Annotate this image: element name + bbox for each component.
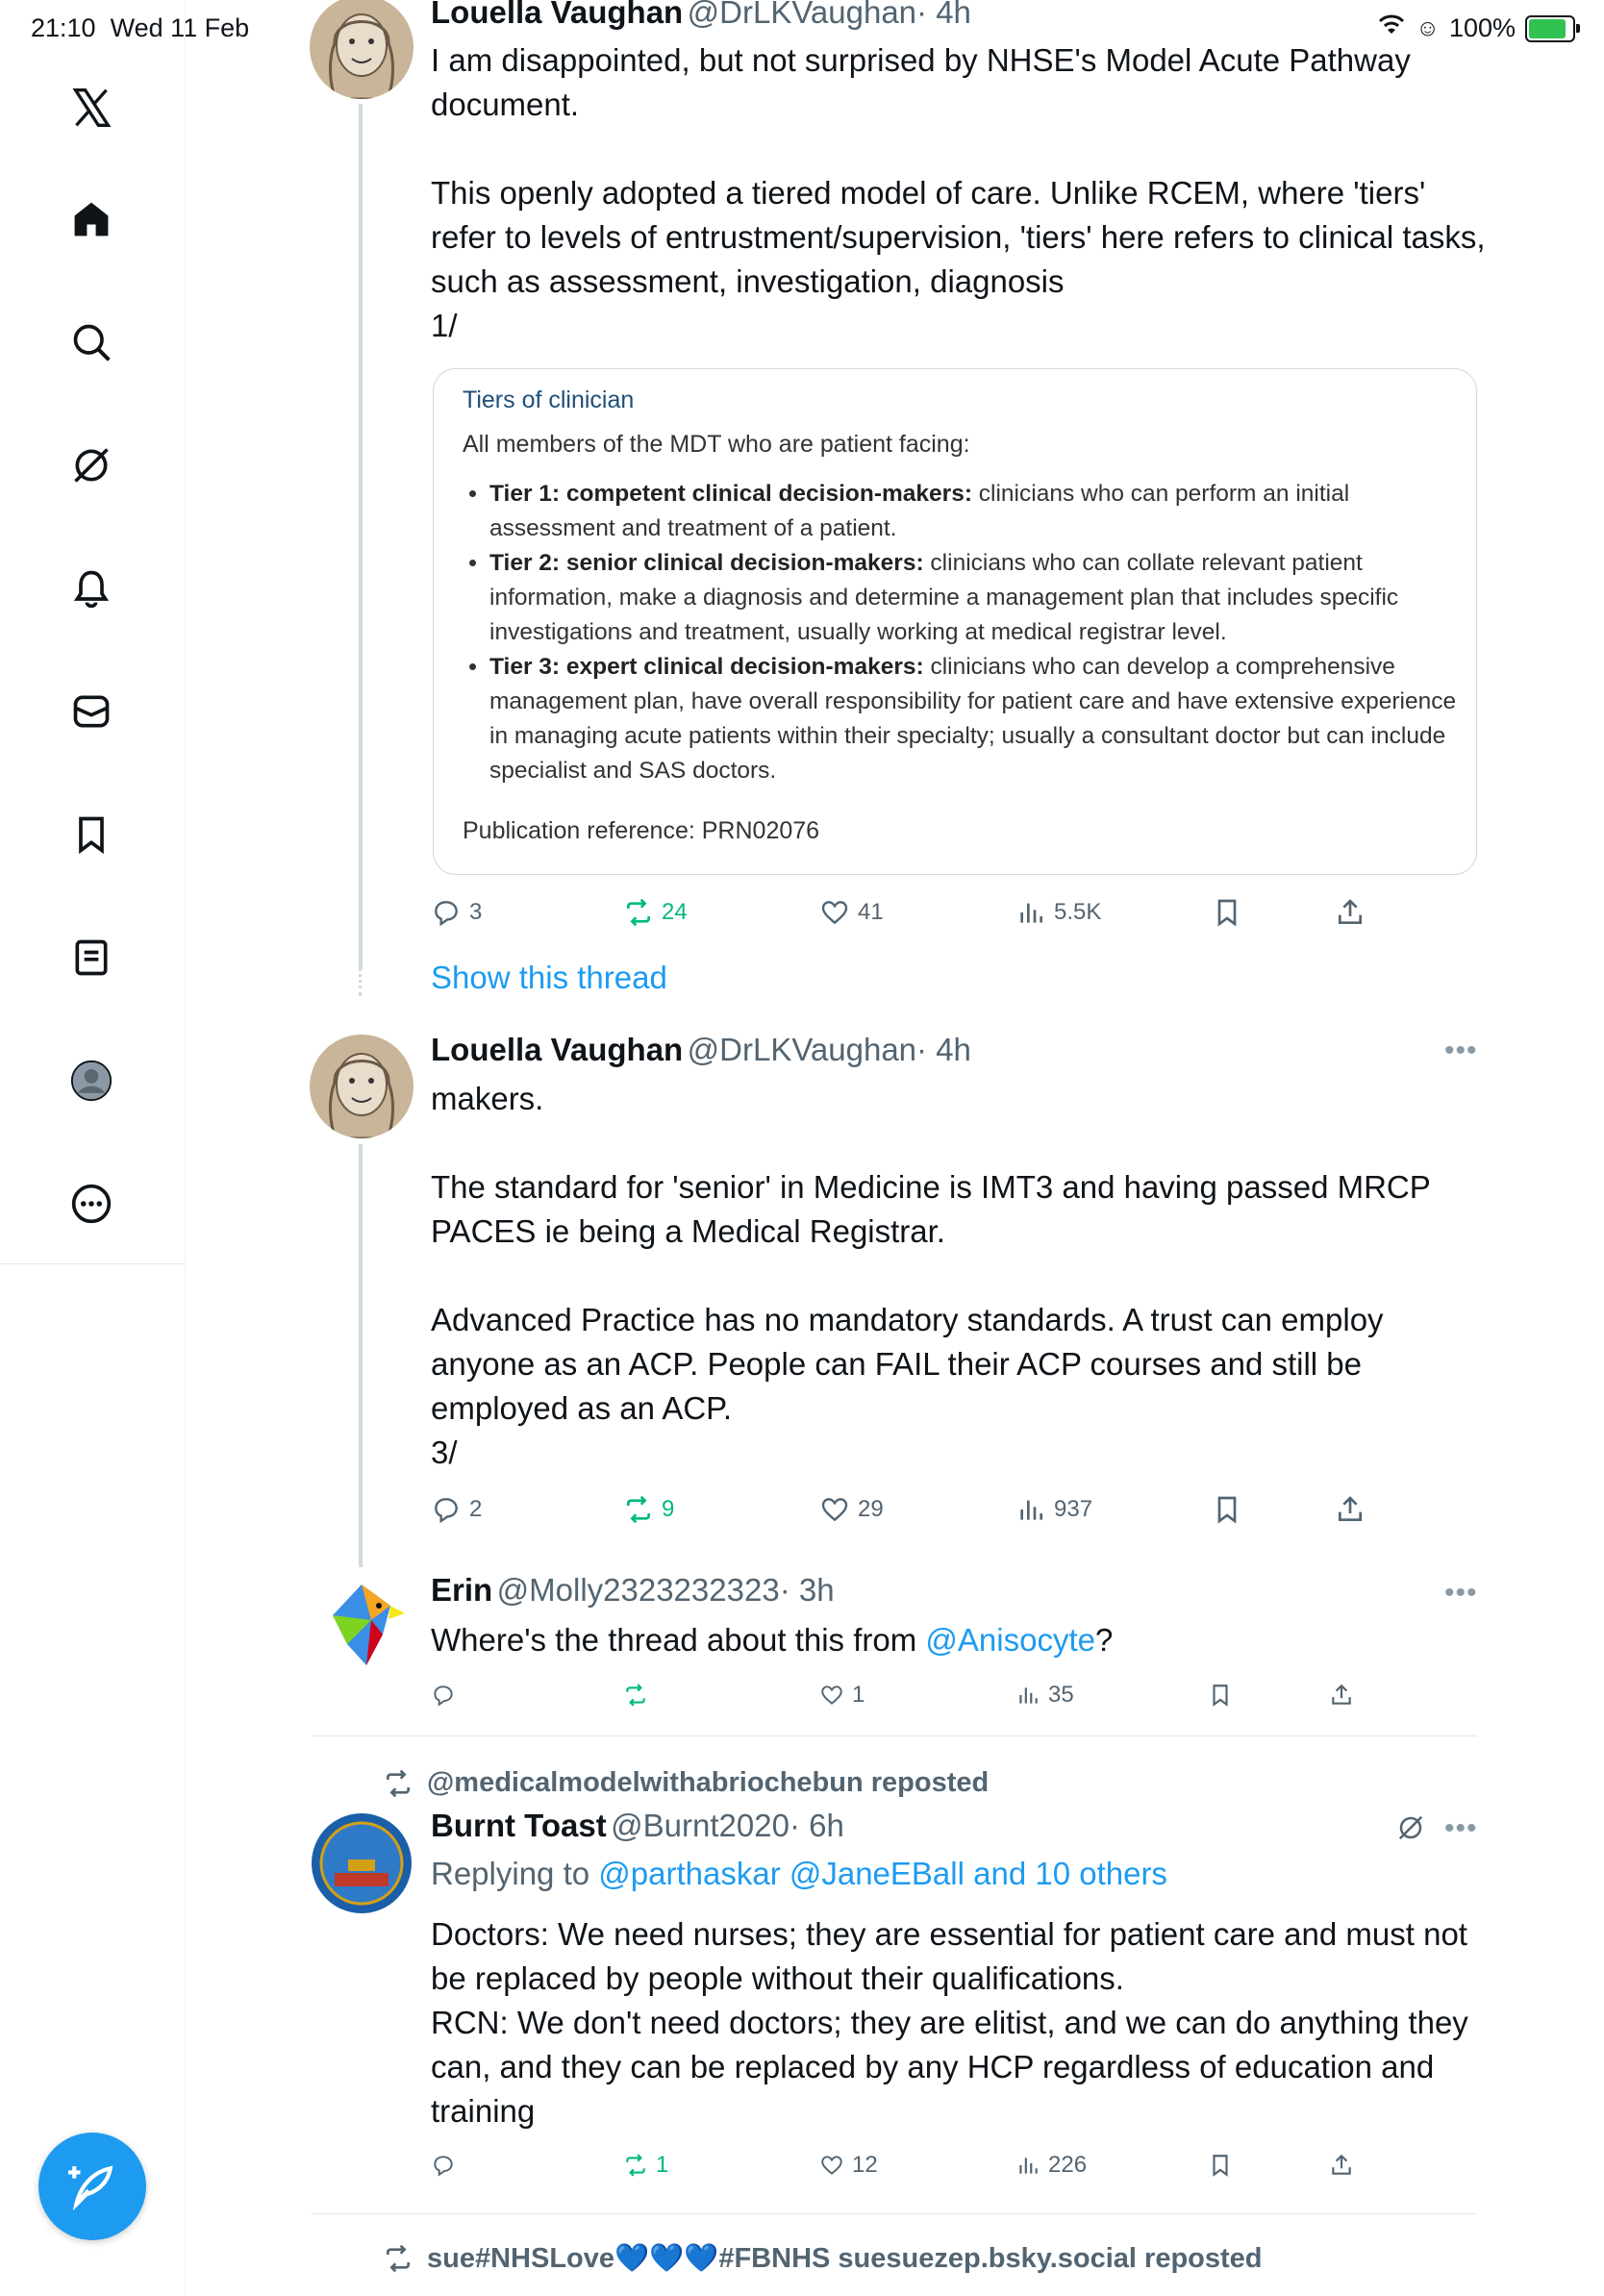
tweet-header [431, 0, 971, 31]
like-count: 29 [858, 1496, 884, 1522]
list-item [489, 477, 1480, 546]
thread-line [359, 104, 363, 969]
tier-heading: Tier 3: expert clinical decision-makers: [489, 654, 924, 680]
grok-icon[interactable] [1396, 1813, 1425, 1847]
reply-count: 2 [469, 1496, 483, 1522]
share-button[interactable] [1335, 897, 1366, 928]
messages-icon[interactable] [64, 685, 118, 738]
list-item [489, 546, 1480, 650]
profile-avatar-icon[interactable] [64, 1054, 118, 1108]
reply-icon [431, 897, 462, 928]
avatar[interactable] [310, 0, 414, 99]
like-button[interactable] [819, 1494, 884, 1525]
text-segment: ? [1094, 1622, 1114, 1658]
repost-label: @medicalmodelwithabriochebun reposted [427, 1767, 990, 1798]
reply-button[interactable] [431, 2153, 456, 2178]
views-chart-icon [1015, 1683, 1040, 1708]
like-count: 12 [852, 2152, 878, 2178]
repost-button[interactable] [623, 1683, 648, 1708]
reply-button[interactable] [431, 1683, 456, 1708]
more-options-icon[interactable]: ••• [1444, 1577, 1478, 1609]
heart-icon [819, 897, 850, 928]
tweet-text: Doctors: We need nurses; they are essential for patient care and must not be replaced by people without their qualifications. RCN: We don't need doctors; they are elitist, and we can do anything they can, and they can be replaced by any HCP regardless of education and training [431, 1916, 1468, 2129]
tweet-actions [431, 893, 1392, 932]
date: Wed 11 Feb [110, 13, 250, 42]
clock: 21:10 [31, 13, 96, 42]
repost-label: sue#NHSLove💙💙💙#FBNHS suesuezep.bsky.social reposted [427, 2243, 1263, 2274]
author-name[interactable]: Erin [431, 1572, 493, 1608]
bookmarks-icon[interactable] [64, 808, 118, 861]
tweet-actions [431, 2146, 1392, 2184]
views-button[interactable] [1015, 2152, 1087, 2179]
share-button[interactable] [1329, 2153, 1354, 2178]
replying-to [431, 1856, 1167, 1892]
repost-count: 9 [662, 1496, 675, 1522]
bookmark-button[interactable] [1212, 897, 1242, 928]
author-handle[interactable]: @DrLKVaughan [687, 0, 917, 30]
author-name[interactable]: Louella Vaughan [431, 1032, 684, 1067]
author-handle[interactable]: @DrLKVaughan [687, 1032, 917, 1067]
view-count: 5.5K [1054, 899, 1102, 925]
timestamp[interactable]: · 4h [916, 0, 971, 30]
bookmark-button[interactable] [1208, 2153, 1233, 2178]
more-options-icon[interactable] [64, 1177, 118, 1231]
bookmark-icon [1212, 897, 1242, 928]
repost-count: 24 [662, 899, 688, 925]
more-options-icon[interactable]: ••• [1444, 1812, 1478, 1844]
share-icon [1329, 2153, 1354, 2178]
views-chart-icon [1015, 897, 1046, 928]
repost-icon [383, 2243, 414, 2274]
tweet-divider [312, 1735, 1477, 1736]
focus-icon: ☺ [1416, 14, 1440, 41]
reply-icon [431, 1494, 462, 1525]
show-thread-link[interactable]: Show this thread [431, 960, 667, 995]
list-item [489, 650, 1480, 788]
like-button[interactable] [819, 1682, 865, 1709]
author-handle[interactable]: @Burnt2020 [611, 1808, 789, 1843]
reply-button[interactable] [431, 897, 482, 928]
avatar[interactable] [313, 1577, 410, 1673]
heart-icon [819, 2153, 844, 2178]
reply-count: 3 [469, 899, 483, 925]
views-button[interactable] [1015, 897, 1101, 928]
view-count: 226 [1048, 2152, 1088, 2178]
tweet-header [431, 1032, 971, 1068]
share-icon [1335, 897, 1366, 928]
media-title: Tiers of clinician [463, 387, 635, 413]
avatar[interactable] [310, 1035, 414, 1138]
timestamp[interactable]: · 6h [789, 1808, 844, 1843]
author-name[interactable]: Louella Vaughan [431, 0, 684, 30]
author-handle[interactable]: @Molly2323232323 [496, 1572, 780, 1608]
like-count: 41 [858, 899, 884, 925]
author-name[interactable]: Burnt Toast [431, 1808, 607, 1843]
repost-button[interactable] [623, 1494, 674, 1525]
repost-indicator[interactable] [383, 2242, 1263, 2275]
bookmark-icon [1208, 1683, 1233, 1708]
lists-icon[interactable] [64, 931, 118, 985]
like-button[interactable] [819, 897, 884, 928]
repost-icon [623, 2153, 648, 2178]
reply-icon [431, 1683, 456, 1708]
feather-plus-icon [68, 2162, 116, 2210]
tweet-actions [431, 1490, 1392, 1529]
tweet-actions [431, 1676, 1392, 1714]
share-button[interactable] [1329, 1683, 1354, 1708]
sidebar-divider [0, 1263, 185, 1264]
mention-link[interactable]: @Anisocyte [925, 1622, 1095, 1658]
views-button[interactable] [1015, 1682, 1074, 1709]
search-icon[interactable] [64, 315, 118, 369]
media-tier-list [463, 477, 1480, 788]
repost-icon [623, 897, 654, 928]
reply-icon [431, 2153, 456, 2178]
avatar[interactable] [312, 1813, 412, 1913]
repost-count: 1 [656, 2152, 669, 2178]
tier-description: clinicians who can perform an initial assessment and treatment of a patient. [489, 481, 1350, 541]
battery-icon [1525, 15, 1575, 42]
repost-button[interactable] [623, 897, 688, 928]
home-icon[interactable] [64, 192, 118, 246]
tier-description: clinicians who can collate relevant patient information, make a diagnosis and determine a management plan that includes specific investigations and treatment, usually working at medical registrar level. [489, 550, 1399, 645]
replying-to-link[interactable]: @parthaskar @JaneEBall and 10 others [598, 1856, 1167, 1891]
view-count: 35 [1048, 1682, 1074, 1708]
bookmark-icon [1208, 2153, 1233, 2178]
reply-button[interactable] [431, 1494, 482, 1525]
timestamp[interactable]: · 4h [916, 1032, 971, 1067]
thread-line [359, 1144, 363, 1567]
grok-icon[interactable] [64, 438, 118, 492]
tweet-header [431, 1572, 835, 1609]
tweet-text [431, 1618, 1489, 1662]
timestamp[interactable]: · 3h [779, 1572, 835, 1608]
repost-icon [623, 1683, 648, 1708]
media-reference: Publication reference: PRN02076 [463, 817, 820, 844]
tier-heading: Tier 1: competent clinical decision-makers: [489, 481, 972, 507]
repost-icon [623, 1494, 654, 1525]
view-count: 937 [1054, 1496, 1093, 1522]
tweet-divider [312, 2213, 1477, 2214]
share-icon [1329, 1683, 1354, 1708]
tweet-header [431, 1808, 844, 1844]
views-button[interactable] [1015, 1494, 1092, 1525]
tweet-text: makers. The standard for 'senior' in Medicine is IMT3 and having passed MRCP PACES ie being a Medical Registrar. Advanced Practice has no mandatory standards. A trust can employ anyone as an ACP. People can FAIL their ACP courses and still be employed as an ACP. 3/ [431, 1081, 1431, 1470]
views-chart-icon [1015, 1494, 1046, 1525]
repost-icon [383, 1768, 414, 1799]
share-icon [1335, 1494, 1366, 1525]
tweet-media-image[interactable] [433, 368, 1477, 875]
text-segment: Where's the thread about this from [431, 1622, 926, 1658]
x-logo-icon[interactable] [64, 81, 118, 135]
repost-indicator[interactable] [383, 1767, 989, 1799]
like-button[interactable] [819, 2152, 878, 2179]
views-chart-icon [1015, 2153, 1040, 2178]
share-button[interactable] [1335, 1494, 1366, 1525]
replying-prefix: Replying to [431, 1856, 599, 1891]
bookmark-button[interactable] [1212, 1494, 1242, 1525]
tweet-text: I am disappointed, but not surprised by NHSE's Model Acute Pathway document. This openly adopted a tiered model of care. Unlike RCEM, where 'tiers' refer to levels of entrustment/supervision, 'tiers' here refers to clinical tasks, such as assessment, investigation, diagnosis 1/ [431, 42, 1486, 343]
compose-post-button[interactable] [38, 2133, 146, 2240]
battery-percent: 100% [1448, 13, 1516, 42]
media-subtitle: All members of the MDT who are patient facing: [463, 431, 970, 458]
tier-heading: Tier 2: senior clinical decision-makers: [489, 550, 924, 576]
bookmark-icon [1212, 1494, 1242, 1525]
more-options-icon[interactable]: ••• [1444, 1035, 1478, 1066]
thread-gap-line [359, 967, 365, 996]
repost-button[interactable] [623, 2152, 668, 2179]
notifications-bell-icon[interactable] [64, 562, 118, 615]
like-count: 1 [852, 1682, 865, 1708]
tier-description: clinicians who can develop a comprehensive management plan, have overall responsibility for patient care and have extensive experience in managing acute patients within their specialty; usually a consultant doctor but can include specialist and SAS doctors. [489, 654, 1457, 784]
bookmark-button[interactable] [1208, 1683, 1233, 1708]
heart-icon [819, 1494, 850, 1525]
heart-icon [819, 1683, 844, 1708]
